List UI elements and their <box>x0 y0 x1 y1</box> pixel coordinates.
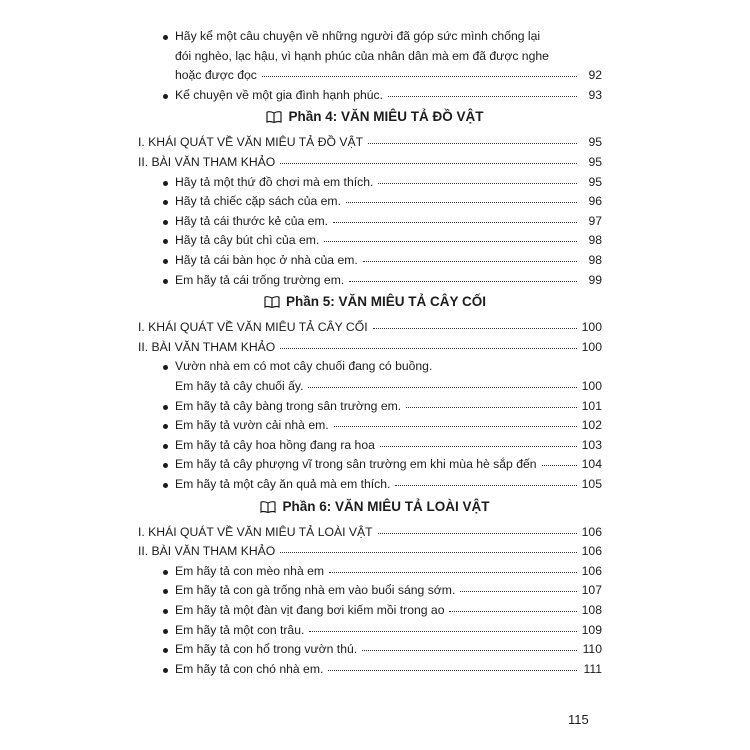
toc-item[interactable] <box>175 358 602 374</box>
entry-title: Em hãy tả cây chuối ấy. <box>175 379 304 393</box>
bullet-icon <box>163 444 168 449</box>
toc-item[interactable] <box>175 602 602 618</box>
bullet-icon <box>163 589 168 594</box>
entry-title: Em hãy tả con mèo nhà em <box>175 563 325 578</box>
bullet-icon <box>163 463 168 468</box>
bullet-icon <box>163 35 168 40</box>
page-ref: 97 <box>588 213 602 228</box>
toc-item[interactable] <box>175 67 602 83</box>
entry-title: hoặc được đọc <box>175 68 257 83</box>
toc-item[interactable] <box>175 622 602 638</box>
entry-title: Hãy tả cái thước kẻ của em. <box>175 213 328 228</box>
page-ref: 95 <box>588 174 602 189</box>
entry-title: Em hãy tả cây phượng vĩ trong sân trường em khi mùa hè sắp đến <box>175 457 537 472</box>
dot-leader <box>324 240 577 242</box>
entry-title: Em hãy tả cây bàng trong sân trường em. <box>175 398 402 413</box>
dot-leader <box>378 532 577 534</box>
bullet-icon <box>163 279 168 284</box>
toc-item[interactable] <box>175 417 602 433</box>
open-book-icon <box>260 501 276 513</box>
dot-leader <box>406 406 577 408</box>
section-title: Phần 4: VĂN MIÊU TẢ ĐỒ VẬT <box>288 109 484 125</box>
page-ref: 92 <box>588 68 602 83</box>
entry-title: II. BÀI VĂN THAM KHẢO <box>138 339 276 354</box>
dot-leader <box>280 551 577 553</box>
overview-entry[interactable] <box>138 524 602 540</box>
entry-title: Hãy tả cây bút chì của em. <box>175 233 320 248</box>
toc-item[interactable] <box>175 28 602 44</box>
entry-title: Em hãy tả một đàn vịt đang bơi kiếm mồi trong ao <box>175 603 445 617</box>
dot-leader <box>363 260 577 262</box>
bullet-icon <box>163 405 168 410</box>
entry-title: Hãy tả một thứ đồ chơi mà em thích. <box>175 174 374 189</box>
entry-title: Vườn nhà em có mot cây chuối đang có buồng. <box>175 359 433 374</box>
section-heading <box>0 293 750 311</box>
page-ref: 95 <box>588 155 602 169</box>
page-ref: 105 <box>581 477 602 491</box>
dot-leader <box>368 142 577 144</box>
dot-leader <box>308 386 577 388</box>
toc-item[interactable] <box>175 252 602 268</box>
toc-item[interactable] <box>175 232 602 248</box>
page-ref: 101 <box>581 398 602 413</box>
bullet-icon <box>163 94 168 99</box>
dot-leader <box>309 630 577 632</box>
toc-item[interactable] <box>175 582 602 598</box>
dot-leader <box>449 610 577 612</box>
page-ref: 98 <box>588 233 602 248</box>
bullet-icon <box>163 259 168 264</box>
page-number: 115 <box>568 712 589 727</box>
toc-item[interactable] <box>175 378 602 394</box>
dot-leader <box>280 162 577 164</box>
section-title: Phần 5: VĂN MIÊU TẢ CÂY CỐI <box>285 294 487 310</box>
bullet-icon <box>163 181 168 186</box>
toc-item[interactable] <box>175 174 602 190</box>
dot-leader <box>346 201 577 203</box>
section-title: Phần 6: VĂN MIÊU TẢ LOÀI VẬT <box>282 498 490 514</box>
bullet-icon <box>163 220 168 225</box>
page-ref: 106 <box>581 544 602 559</box>
page-ref: 98 <box>588 253 602 267</box>
page-ref: 103 <box>581 437 602 452</box>
entry-title: I. KHÁI QUÁT VỀ VĂN MIÊU TẢ LOÀI VẬT <box>138 524 373 539</box>
bullet-icon <box>163 570 168 575</box>
entry-title: Em hãy tả một con trâu. <box>175 622 305 637</box>
page-ref: 95 <box>588 135 602 150</box>
dot-leader <box>328 669 577 671</box>
entry-title: II. BÀI VĂN THAM KHẢO <box>138 544 276 559</box>
toc-item[interactable] <box>175 661 602 677</box>
page-ref: 102 <box>581 418 602 433</box>
dot-leader <box>329 571 577 573</box>
open-book-icon <box>266 111 282 123</box>
reference-entry[interactable] <box>138 154 602 170</box>
entry-title: II. BÀI VĂN THAM KHẢO <box>138 155 276 169</box>
reference-entry[interactable] <box>138 543 602 559</box>
dot-leader <box>395 484 577 486</box>
toc-item[interactable] <box>175 641 602 657</box>
entry-title: Hãy kể một câu chuyện về những người đã góp sức mình chống lại <box>175 29 541 43</box>
bullet-icon <box>163 668 168 673</box>
page-ref: 109 <box>581 622 602 637</box>
dot-leader <box>349 280 577 282</box>
page-ref: 110 <box>582 642 602 657</box>
toc-item[interactable] <box>175 48 602 64</box>
page-ref: 111 <box>583 661 602 676</box>
dot-leader <box>378 182 577 184</box>
entry-title: đói nghèo, lạc hậu, vì hạnh phúc của nhân dân mà em đã được nghe <box>175 48 549 63</box>
open-book-icon <box>264 296 280 308</box>
overview-entry[interactable] <box>138 319 602 335</box>
dot-leader <box>373 327 577 329</box>
section-heading <box>0 108 750 126</box>
entry-title: Em hãy tả cây hoa hồng đang ra hoa <box>175 437 375 452</box>
bullet-icon <box>163 609 168 614</box>
entry-title: Kể chuyện về một gia đình hạnh phúc. <box>175 87 384 102</box>
entry-title: Em hãy tả vườn cải nhà em. <box>175 418 329 433</box>
page-ref: 108 <box>581 603 602 617</box>
section-heading <box>0 498 750 516</box>
page-ref: 106 <box>581 563 602 578</box>
dot-leader <box>280 347 577 349</box>
page-ref: 104 <box>581 457 602 472</box>
page-ref: 99 <box>588 272 602 287</box>
dot-leader <box>542 464 577 466</box>
bullet-icon <box>163 629 168 634</box>
toc-item[interactable] <box>175 456 602 472</box>
dot-leader <box>362 649 577 651</box>
bullet-icon <box>163 648 168 653</box>
bullet-icon <box>163 200 168 205</box>
overview-entry[interactable] <box>138 134 602 150</box>
entry-title: I. KHÁI QUÁT VỀ VĂN MIÊU TẢ CÂY CỐI <box>138 320 368 335</box>
entry-title: Em hãy tả con chó nhà em. <box>175 661 324 676</box>
bullet-icon <box>163 239 168 244</box>
entry-title: Em hãy tả cái trống trường em. <box>175 272 345 287</box>
toc-item[interactable] <box>175 87 602 103</box>
dot-leader <box>460 590 577 592</box>
entry-title: Hãy tả chiếc cặp sách của em. <box>175 194 341 209</box>
entry-title: Em hãy tả con gà trống nhà em vào buổi sáng sớm. <box>175 583 456 598</box>
entry-title: Em hãy tả một cây ăn quả mà em thích. <box>175 477 391 491</box>
toc-item[interactable] <box>175 398 602 414</box>
toc-item[interactable] <box>175 213 602 229</box>
toc-item[interactable] <box>175 563 602 579</box>
reference-entry[interactable] <box>138 339 602 355</box>
toc-item[interactable] <box>175 193 602 209</box>
page-ref: 107 <box>581 583 602 598</box>
page-ref: 106 <box>581 524 602 539</box>
dot-leader <box>388 95 577 97</box>
page-ref: 93 <box>588 87 602 102</box>
page-ref: 100 <box>581 320 602 335</box>
toc-item[interactable] <box>175 437 602 453</box>
bullet-icon <box>163 483 168 488</box>
toc-item[interactable] <box>175 476 602 492</box>
dot-leader <box>380 445 577 447</box>
toc-item[interactable] <box>175 272 602 288</box>
entry-title: I. KHÁI QUÁT VỀ VĂN MIÊU TẢ ĐỒ VẬT <box>138 135 364 150</box>
entry-title: Em hãy tả con hổ trong vườn thú. <box>175 642 358 657</box>
page-ref: 100 <box>581 339 602 354</box>
dot-leader <box>262 75 577 77</box>
bullet-icon <box>163 365 168 370</box>
page-ref: 100 <box>581 379 602 393</box>
entry-title: Hãy tả cái bàn học ở nhà của em. <box>175 253 358 267</box>
dot-leader <box>334 425 577 427</box>
dot-leader <box>333 221 577 223</box>
page-ref: 96 <box>588 194 602 209</box>
bullet-icon <box>163 424 168 429</box>
